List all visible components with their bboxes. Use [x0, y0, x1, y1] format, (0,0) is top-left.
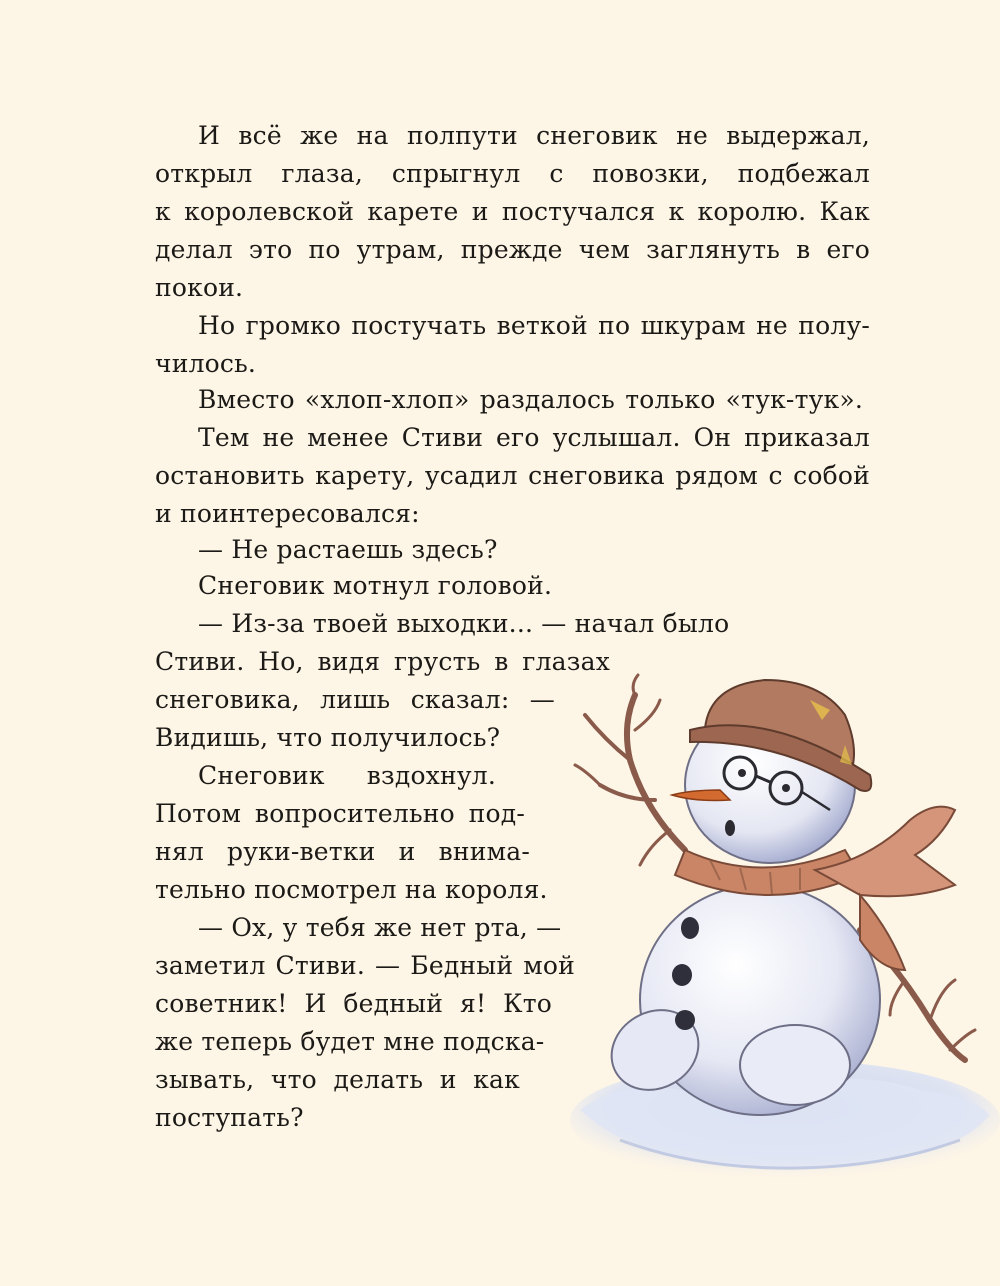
- snowman-illustration: [560, 670, 1000, 1230]
- text-line: Стиви. Но, видя грусть в глазах: [155, 647, 610, 676]
- text-line: Но громко постучать веткой по шкурам не полу-: [198, 311, 870, 340]
- text-line: же теперь будет мне подска-: [155, 1027, 545, 1056]
- text-line: нял руки-ветки и внима-: [155, 837, 530, 866]
- text-line: — Не растаешь здесь?: [198, 535, 498, 564]
- left-branch-arm: [575, 675, 685, 865]
- text-line: советник! И бедный я! Кто: [155, 989, 552, 1018]
- text-line: — Из-за твоей выходки... — начал было: [198, 609, 730, 638]
- text-line: снеговика, лишь сказал: —: [155, 685, 555, 714]
- text-line: остановить карету, усадил снеговика рядом с собой: [155, 461, 870, 490]
- text-line: делал это по утрам, прежде чем заглянуть в его: [155, 235, 870, 264]
- text-line: открыл глаза, спрыгнул с повозки, подбежал: [155, 159, 870, 188]
- text-line: Потом вопросительно под-: [155, 799, 525, 828]
- text-line: Снеговик мотнул головой.: [198, 571, 553, 600]
- text-line: Вместо «хлоп-хлоп» раздалось только «тук-тук».: [198, 385, 863, 414]
- text-line: Видишь, что получилось?: [155, 723, 501, 752]
- text-line: — Ох, у тебя же нет рта, —: [198, 913, 562, 942]
- text-line: И всё же на полпути снеговик не выдержал,: [198, 121, 870, 150]
- text-line: тельно посмотрел на короля.: [155, 875, 548, 904]
- text-line: зывать, что делать и как: [155, 1065, 520, 1094]
- text-line: поступать?: [155, 1103, 304, 1132]
- text-line: покои.: [155, 273, 244, 302]
- text-line: заметил Стиви. — Бедный мой: [155, 951, 575, 980]
- text-line: Снеговик вздохнул.: [198, 761, 496, 790]
- text-line: к королевской карете и постучался к королю. Как: [155, 197, 870, 226]
- text-line: чилось.: [155, 349, 257, 378]
- text-line: и поинтересовался:: [155, 499, 420, 528]
- text-line: Тем не менее Стиви его услышал. Он приказал: [198, 423, 870, 452]
